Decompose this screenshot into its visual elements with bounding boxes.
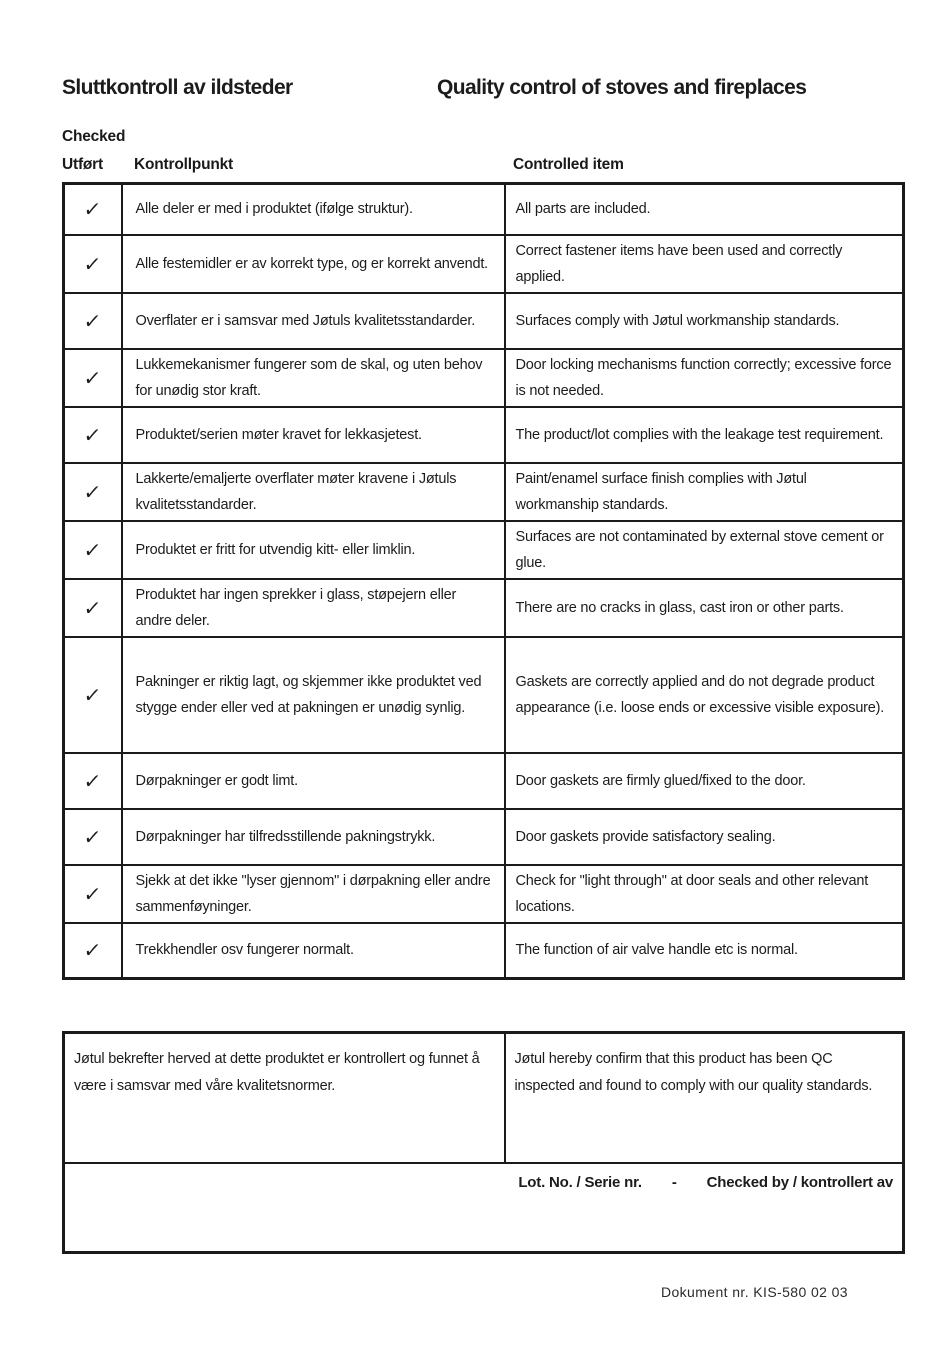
checkmark-icon: ✓ [82,422,103,447]
checkmark-icon: ✓ [82,595,103,620]
table-row [64,809,904,865]
control-point-text: Alle festemidler er av korrekt type, og er korrekt anvendt. [122,235,505,293]
control-point-text: Pakninger er riktig lagt, og skjemmer ikke produktet ved stygge ender eller ved at pakningen er unødig synlig. [122,637,505,753]
table-row [64,349,904,407]
table-row [64,923,904,979]
checkmark-icon: ✓ [82,479,103,504]
checkmark-cell [64,293,122,349]
checkmark-cell [64,184,122,235]
controlled-item-text: All parts are included. [505,184,904,235]
page-title-english: Quality control of stoves and fireplaces [437,76,807,99]
controlled-item-text: Check for "light through" at door seals and other relevant locations. [505,865,904,923]
table-row [64,293,904,349]
control-point-text: Overflater er i samsvar med Jøtuls kvalitetsstandarder. [122,293,505,349]
control-point-text: Dørpakninger har tilfredsstillende pakningstrykk. [122,809,505,865]
table-row [64,407,904,463]
table-row [64,865,904,923]
controlled-item-text: Door gaskets are firmly glued/fixed to the door. [505,753,904,809]
control-point-text: Produktet er fritt for utvendig kitt- eller limklin. [122,521,505,579]
checkmark-icon: ✓ [82,824,103,849]
confirmation-text-english: Jøtul hereby confirm that this product has been QC inspected and found to comply with our quality standards. [505,1033,904,1164]
page-title-norwegian: Sluttkontroll av ildsteder [62,76,293,99]
checkmark-cell [64,235,122,293]
control-point-text: Lukkemekanismer fungerer som de skal, og uten behov for unødig stor kraft. [122,349,505,407]
table-row [64,753,904,809]
control-point-text: Alle deler er med i produktet (ifølge struktur). [122,184,505,235]
checkmark-cell [64,407,122,463]
table-row [64,184,904,235]
confirmation-text-norwegian: Jøtul bekrefter herved at dette produktet er kontrollert og funnet å være i samsvar med våre kvalitetsnormer. [64,1033,505,1164]
controlled-item-text: Door gaskets provide satisfactory sealing. [505,809,904,865]
lot-separator: - [671,1174,677,1191]
control-point-text: Produktet/serien møter kravet for lekkasjetest. [122,407,505,463]
control-point-text: Trekkhendler osv fungerer normalt. [122,923,505,979]
checklist-table [62,182,905,980]
checked-by-label: Checked by / kontrollert av [706,1174,893,1191]
column-header-control-point: Kontrollpunkt [134,156,233,173]
controlled-item-text: There are no cracks in glass, cast iron or other parts. [505,579,904,637]
checkmark-cell [64,809,122,865]
checkmark-cell [64,637,122,753]
checkmark-cell [64,463,122,521]
controlled-item-text: The function of air valve handle etc is normal. [505,923,904,979]
checkmark-cell [64,349,122,407]
checklist-body [64,184,904,979]
document-number: Dokument nr. KIS-580 02 03 [660,1284,848,1300]
checkmark-icon: ✓ [82,251,103,276]
checkmark-cell [64,753,122,809]
lot-row [64,1163,904,1253]
controlled-item-text: Surfaces comply with Jøtul workmanship standards. [505,293,904,349]
checkmark-icon: ✓ [82,197,103,222]
checkmark-icon: ✓ [82,768,103,793]
controlled-item-text: Door locking mechanisms function correctly; excessive force is not needed. [505,349,904,407]
checkmark-cell [64,865,122,923]
control-point-text: Sjekk at det ikke "lyser gjennom" i dørpakning eller andre sammenføyninger. [122,865,505,923]
confirmation-row [64,1033,904,1164]
table-row [64,579,904,637]
checkmark-cell [64,521,122,579]
controlled-item-text: The product/lot complies with the leakage test requirement. [505,407,904,463]
checkmark-icon: ✓ [82,881,103,906]
confirmation-table [62,1031,905,1254]
controlled-item-text: Paint/enamel surface finish complies with Jøtul workmanship standards. [505,463,904,521]
column-header-controlled-item: Controlled item [513,156,624,173]
checkmark-icon: ✓ [82,537,103,562]
checkmark-icon: ✓ [82,938,103,963]
control-point-text: Produktet har ingen sprekker i glass, støpejern eller andre deler. [122,579,505,637]
checkmark-cell [64,579,122,637]
table-row [64,637,904,753]
table-row [64,521,904,579]
checkmark-icon: ✓ [82,365,103,390]
controlled-item-text: Surfaces are not contaminated by external stove cement or glue. [505,521,904,579]
checkmark-icon: ✓ [82,682,103,707]
controlled-item-text: Correct fastener items have been used and correctly applied. [505,235,904,293]
control-point-text: Lakkerte/emaljerte overflater møter kravene i Jøtuls kvalitetsstandarder. [122,463,505,521]
lot-and-checked-by-cell [64,1163,904,1253]
column-header-checked: Utført [62,156,103,173]
lot-number-label: Lot. No. / Serie nr. [518,1174,642,1191]
checkmark-icon: ✓ [82,308,103,333]
control-point-text: Dørpakninger er godt limt. [122,753,505,809]
table-row [64,463,904,521]
checked-label: Checked [62,128,126,145]
table-row [64,235,904,293]
checkmark-cell [64,923,122,979]
controlled-item-text: Gaskets are correctly applied and do not degrade product appearance (i.e. loose ends or excessive visible exposure). [505,637,904,753]
